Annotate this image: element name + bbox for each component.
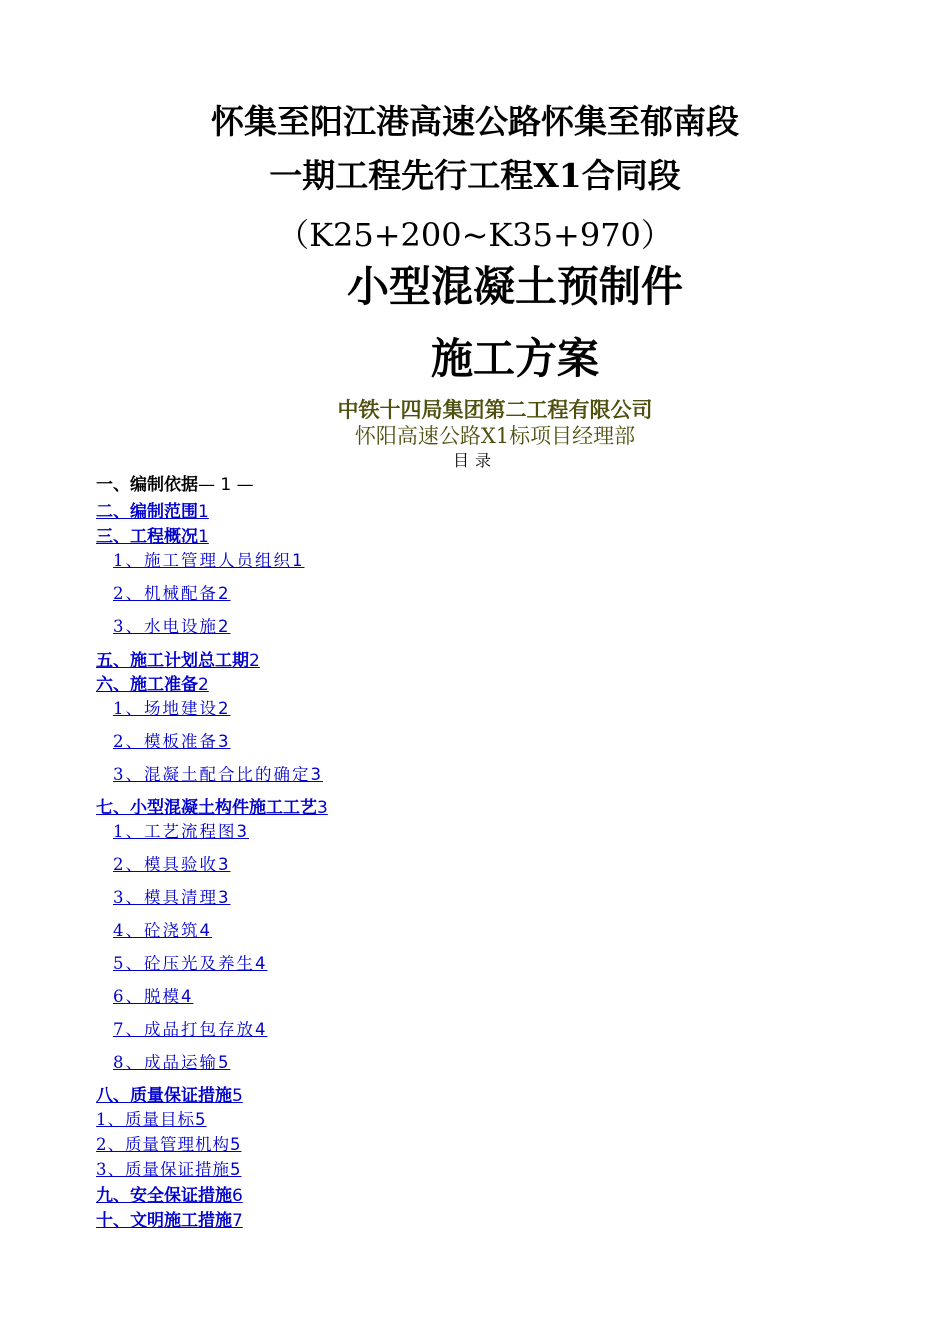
toc-item[interactable]: 十、文明施工措施7 [96,1211,243,1231]
toc-item[interactable]: 二、编制范围1 [96,502,209,522]
toc-item[interactable]: 1、场地建设2 [113,699,231,718]
toc-item[interactable]: 八、质量保证措施5 [96,1086,243,1106]
document-title: 小型混凝土预制件 [346,262,683,311]
toc-item[interactable]: 3、混凝土配合比的确定3 [113,765,323,784]
org-line-1: 中铁十四局集团第二工程有限公司 [337,397,653,422]
toc-item[interactable]: 6、脱模4 [113,987,194,1006]
toc-item[interactable]: 1、工艺流程图3 [113,822,249,841]
toc-item[interactable]: 3、模具清理3 [113,888,231,907]
toc-item[interactable]: 2、机械配备2 [113,584,231,603]
toc-item[interactable]: 五、施工计划总工期2 [96,651,260,671]
toc-item[interactable]: 3、水电设施2 [113,617,231,636]
toc-item[interactable]: 七、小型混凝土构件施工工艺3 [96,798,328,818]
toc-item[interactable]: 1、质量目标5 [96,1110,207,1129]
toc-item[interactable]: 九、安全保证措施6 [96,1186,243,1206]
toc-item[interactable]: 2、质量管理机构5 [96,1135,242,1154]
toc-item[interactable]: 1、施工管理人员组织1 [113,551,305,570]
toc-item[interactable]: 7、成品打包存放4 [113,1020,268,1039]
toc-item[interactable]: 3、质量保证措施5 [96,1160,242,1179]
toc-heading: 目录 [452,451,497,470]
toc-item[interactable]: 8、成品运输5 [113,1053,231,1072]
toc-item[interactable]: 4、砼浇筑4 [113,921,212,940]
toc-item[interactable]: 六、施工准备2 [96,675,209,695]
toc-item[interactable]: 5、砼压光及养生4 [113,954,268,973]
document-subtitle: 施工方案 [430,334,599,383]
org-line-2: 怀阳高速公路X1标项目经理部 [354,424,636,448]
toc-item: 一、编制依据— 1 — [96,475,254,495]
header-line-2: 一期工程先行工程X1合同段 [269,156,681,195]
toc-item[interactable]: 三、工程概况1 [96,527,209,547]
toc-item[interactable]: 2、模具验收3 [113,855,231,874]
toc-item[interactable]: 2、模板准备3 [113,732,231,751]
header-line-1: 怀集至阳江港高速公路怀集至郁南段 [211,102,739,141]
header-line-3: （K25+200~K35+970） [277,216,673,254]
